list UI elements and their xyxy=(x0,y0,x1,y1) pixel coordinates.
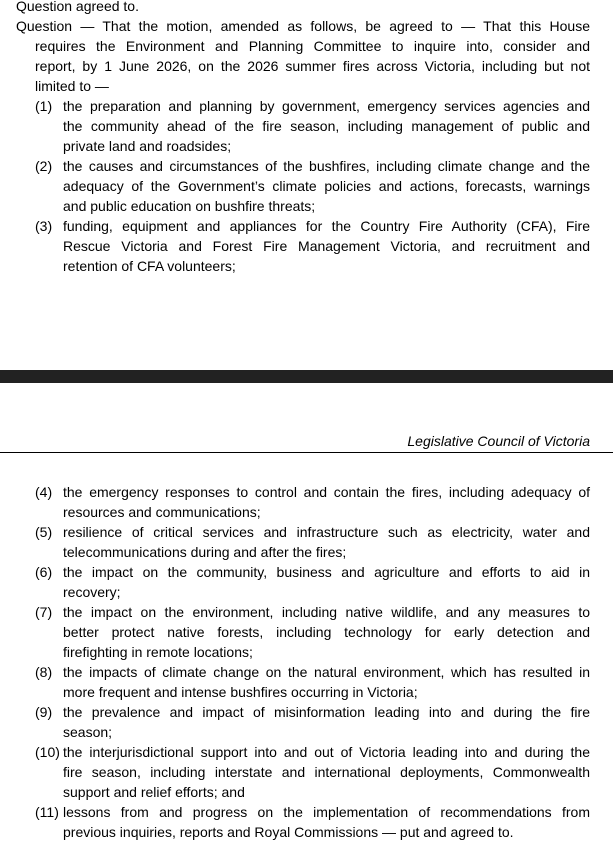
item-number: (1) xyxy=(35,98,53,114)
item-number: (2) xyxy=(35,158,53,174)
item-number: (5) xyxy=(35,524,53,540)
item-text-line: the community ahead of the fire season, including management of public and xyxy=(63,118,590,134)
item-text-line: the impacts of climate change on the natural environment, which has resulted in xyxy=(63,664,590,680)
item-text-line: the impact on the community, business and agriculture and efforts to aid in xyxy=(63,564,590,580)
item-text-line: better protect native forests, including technology for early detection and xyxy=(63,624,590,640)
item-text-line: retention of CFA volunteers; xyxy=(63,258,236,274)
item-number: (9) xyxy=(35,704,53,720)
item-text-line: the causes and circumstances of the bushfires, including climate change and the xyxy=(63,158,590,174)
question-text-line: report, by 1 June 2026, on the 2026 summer fires across Victoria, including but not xyxy=(35,58,590,74)
item-number: (7) xyxy=(35,604,53,620)
item-text-line: adequacy of the Government’s climate policies and actions, forecasts, warnings xyxy=(63,178,590,194)
item-number: (4) xyxy=(35,484,53,500)
page-header-title: Legislative Council of Victoria xyxy=(407,433,590,449)
item-text-line: recovery; xyxy=(63,584,121,600)
item-text-line: resources and communications; xyxy=(63,504,261,520)
item-number: (3) xyxy=(35,218,53,234)
item-text-line: season; xyxy=(63,724,113,740)
item-text-line: previous inquiries, reports and Royal Commissions — put and agreed to. xyxy=(63,824,514,840)
question-agreed-text: Question agreed to. xyxy=(16,0,139,14)
question-text-line: limited to — xyxy=(35,78,109,94)
item-number: (8) xyxy=(35,664,53,680)
item-text-line: the prevalence and impact of misinformation leading into and during the fire xyxy=(63,704,590,720)
item-text-line: the emergency responses to control and contain the fires, including adequacy of xyxy=(63,484,590,500)
item-text-line: the interjurisdictional support into and out of Victoria leading into and during the xyxy=(63,744,590,760)
item-number: (6) xyxy=(35,564,53,580)
item-number: (11) xyxy=(35,804,59,820)
item-text-line: the impact on the environment, including native wildlife, and any measures to xyxy=(63,604,590,620)
item-text-line: the preparation and planning by government, emergency services agencies and xyxy=(63,98,590,114)
item-text-line: Rescue Victoria and Forest Fire Management Victoria, and recruitment and xyxy=(63,238,590,254)
item-text-line: fire season, including interstate and international deployments, Commonwealth xyxy=(63,764,590,780)
item-text-line: funding, equipment and appliances for the Country Fire Authority (CFA), Fire xyxy=(63,218,590,234)
item-text-line: support and relief efforts; and xyxy=(63,784,245,800)
question-text-line: requires the Environment and Planning Committee to inquire into, consider and xyxy=(35,38,590,54)
item-text-line: telecommunications during and after the fires; xyxy=(63,544,347,560)
item-text-line: resilience of critical services and infrastructure such as electricity, water and xyxy=(63,524,590,540)
header-divider xyxy=(0,452,613,453)
item-text-line: more frequent and intense bushfires occurring in Victoria; xyxy=(63,684,418,700)
question-text-line: Question — That the motion, amended as follows, be agreed to — That this House xyxy=(16,18,590,34)
item-text-line: private land and roadsides; xyxy=(63,138,232,154)
page-break-bar xyxy=(0,370,613,383)
item-text-line: firefighting in remote locations; xyxy=(63,644,253,660)
item-text-line: lessons from and progress on the implementation of recommendations from xyxy=(63,804,590,820)
item-number: (10) xyxy=(35,744,60,760)
item-text-line: and public education on bushfire threats; xyxy=(63,198,316,214)
